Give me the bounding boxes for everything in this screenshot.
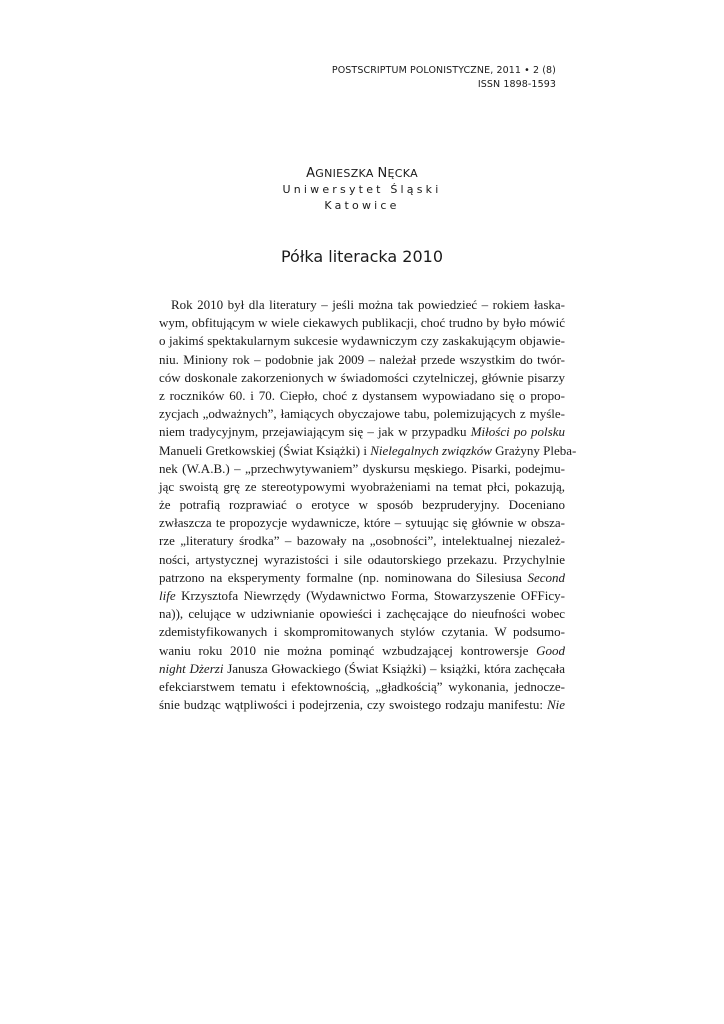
text-run: wym, obfitującym w wiele ciekawych publikacji, choć trudno by było mówić (159, 315, 565, 331)
text-run: nek (W.A.B.) – „przechwytywaniem” dyskursu męskiego. Pisarki, podejmu- (159, 460, 565, 476)
text-run: Janusza Głowackiego (Świat Książki) – książki, która zachęcała (223, 660, 565, 676)
author-city: Katowice (324, 199, 400, 212)
article-body (159, 296, 577, 714)
paragraph-line (159, 405, 565, 423)
article-title: Półka literacka 2010 (280, 247, 444, 266)
paragraph-line (159, 351, 565, 369)
paragraph-line (159, 660, 565, 678)
italic-title: Miłości po polsku (470, 424, 565, 440)
text-run: z roczników 60. i 70. Ciepło, choć z dystansem wypowiadano się o propo- (159, 387, 565, 403)
text-run: rze „literatury środka” – bazowały na „osobności”, intelektualnej niezależ- (159, 533, 565, 549)
paragraph-line (159, 678, 565, 696)
text-run: ców doskonale zakorzenionych w świadomości czytelniczej, głównie pisarzy (159, 369, 565, 385)
italic-title: Second (527, 569, 565, 585)
text-run: patrzono na eksperymenty formalne (np. nominowana do Silesiusa (159, 569, 528, 585)
paragraph-line (159, 605, 565, 623)
text-run: jąc swoistą grę ze stereotypowymi wyobrażeniami na temat płci, pokazują, (159, 478, 565, 494)
journal-issn: ISSN 1898-1593 (477, 79, 556, 90)
paragraph-line (159, 314, 565, 332)
text-run: na)), celujące w udziwnianie opowieści i zachęcające do nieufności wobec (159, 606, 565, 622)
paragraph-line (159, 587, 565, 605)
author-university: Uniwersytet Śląski (282, 183, 442, 196)
paragraph-line (159, 532, 565, 550)
author-name (0, 166, 724, 182)
paragraph-line (159, 496, 565, 514)
italic-title: night Dżerzi (159, 660, 224, 676)
text-run: efekciarstwem tematu i efektownością, „gładkością” wykonania, jednocze- (159, 678, 565, 694)
author-block (0, 166, 724, 214)
text-run: Rok 2010 był dla literatury – jeśli można tak powiedzieć – rokiem łaska- (171, 297, 565, 312)
paragraph-line (159, 369, 565, 387)
italic-title: Good (536, 642, 565, 658)
paragraph-line (159, 569, 565, 587)
paragraph-line (159, 460, 565, 478)
text-run: niem tradycyjnym, przejawiającym się – jak w przypadku (159, 424, 471, 440)
author-first-initial: A (306, 166, 316, 181)
journal-header (332, 64, 556, 92)
italic-title: life (159, 588, 176, 603)
author-last-initial: N (377, 166, 388, 181)
italic-title: Nielegalnych związków (370, 442, 492, 458)
paragraph-line (159, 442, 577, 460)
text-run: o jakimś spektakularnym sukcesie wydawniczym czy zaskakującym objawie- (159, 333, 565, 349)
italic-title: Nie (546, 697, 565, 713)
text-run: zdemistyfikowanych i skompromitowanych stylów czytania. W podsumo- (159, 624, 565, 640)
text-run: Krzysztofa Niewrzędy (Wydawnictwo Forma, Stowarzyszenie OFFicy- (175, 588, 565, 603)
paragraph-line (159, 478, 565, 496)
paragraph-line (159, 642, 565, 660)
text-run: zycjach „odważnych”, łamiących obyczajowe tabu, polemizujących z myśle- (159, 406, 565, 422)
text-run: śnie budząc wątpliwości i podejrzenia, czy swoistego rodzaju manifestu: (159, 697, 547, 713)
paragraph-line (159, 387, 565, 405)
text-run: zwłaszcza te propozycje wydawnicze, które – sytuując się głównie w obsza- (159, 515, 565, 531)
paragraph-line (159, 696, 565, 714)
paragraph-line (159, 623, 565, 641)
paragraph-line (159, 296, 565, 314)
text-run: niu. Miniony rok – podobnie jak 2009 – należał przede wszystkim do twór- (159, 351, 565, 367)
text-run: waniu roku 2010 nie można pominąć wzbudzającej kontrowersje (159, 642, 537, 658)
paragraph-line (159, 332, 565, 350)
text-run: Grażyny Pleba- (491, 442, 577, 458)
text-run: że potrafią rozprawiać o erotyce w sposób bezpruderyjny. Doceniano (159, 497, 565, 513)
author-first-rest: GNIESZKA (315, 167, 374, 180)
author-last-rest: ĘCKA (387, 167, 418, 180)
paragraph-line (159, 514, 565, 532)
paragraph-line (159, 423, 565, 441)
text-run: ności, artystycznej wyrazistości i sile odautorskiego przekazu. Przychylnie (159, 551, 565, 567)
paragraph-line (159, 551, 565, 569)
journal-citation: POSTSCRIPTUM POLONISTYCZNE, 2011 • 2 (8) (331, 65, 556, 76)
text-run: Manueli Gretkowskiej (Świat Książki) i (159, 442, 371, 458)
